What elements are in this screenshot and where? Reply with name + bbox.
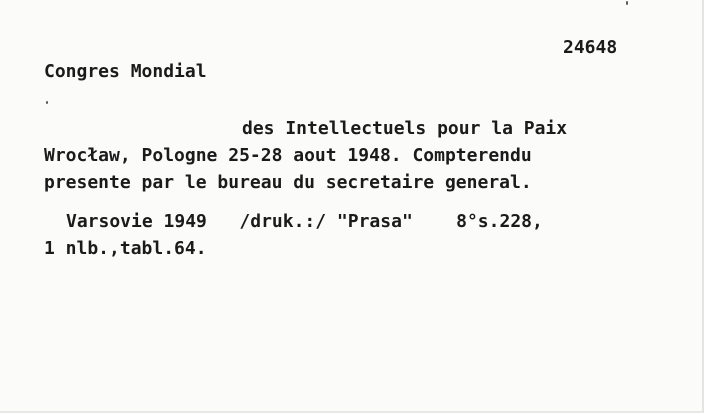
imprint-line: Varsovie 1949 /druk.:/ "Prasa" 8°s.228, xyxy=(66,211,543,232)
title-line: presente par le bureau du secretaire general. xyxy=(44,172,532,193)
ink-speck xyxy=(626,1,628,5)
ink-speck xyxy=(46,101,48,104)
title-line: des Intellectuels pour la Paix xyxy=(242,118,568,139)
imprint-line: 1 nlb.,tabl.64. xyxy=(44,238,207,259)
heading-line: Congres Mondial xyxy=(44,61,207,82)
catalog-number: 24648 xyxy=(563,37,618,58)
title-line: Wrocław, Pologne 25-28 aout 1948. Compterendu xyxy=(44,145,532,166)
